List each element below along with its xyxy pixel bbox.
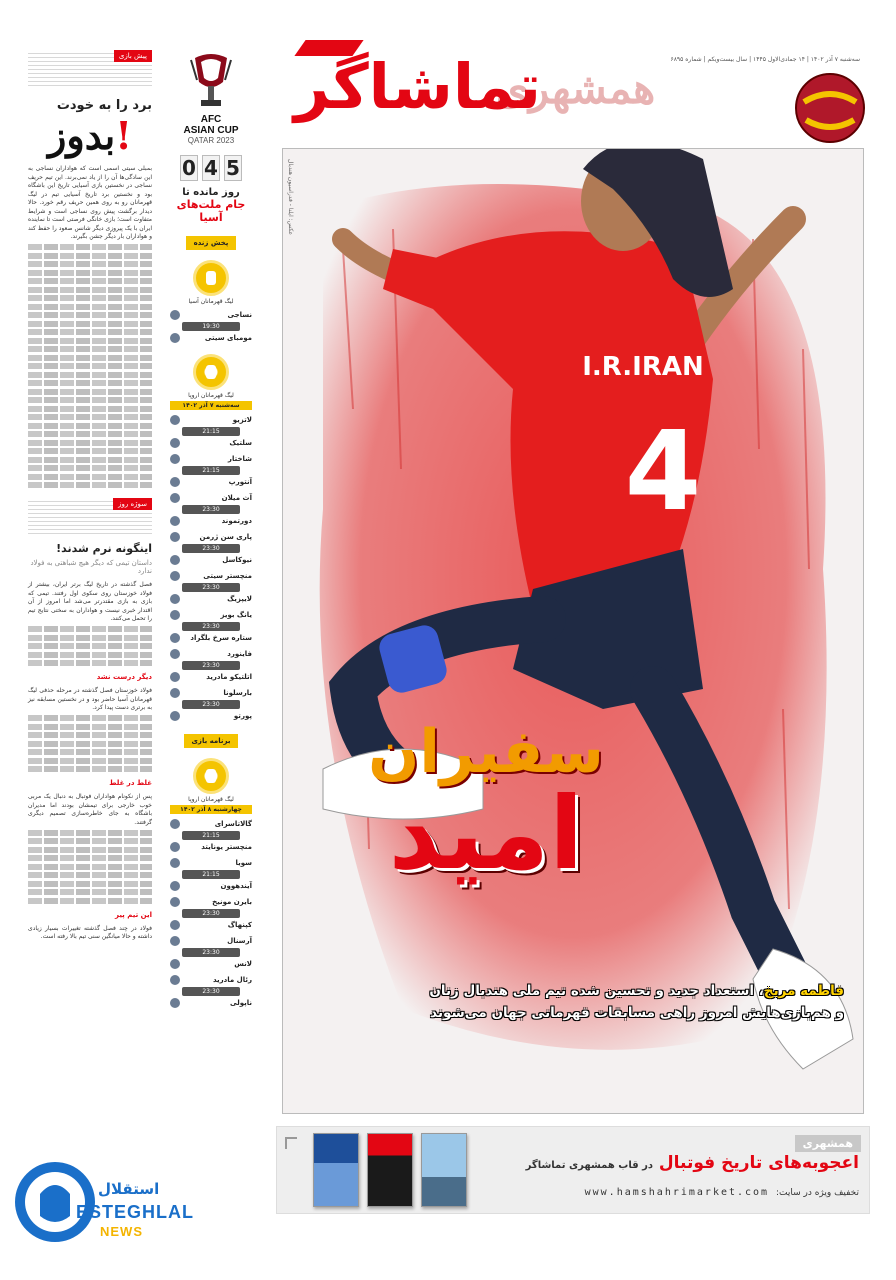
article-kicker: برد را به خودت bbox=[56, 98, 152, 113]
competition-label: لیگ قهرمانان اروپا bbox=[188, 796, 234, 803]
team-home: بایرن مونیخ bbox=[170, 896, 252, 908]
match bbox=[170, 687, 252, 722]
headline-line1: سفیران bbox=[368, 717, 604, 787]
team-home: سویا bbox=[170, 857, 252, 869]
club-crest-icon bbox=[170, 897, 180, 907]
article-body-continued bbox=[28, 244, 152, 488]
match bbox=[170, 609, 252, 644]
club-crest-icon bbox=[170, 333, 180, 343]
club-crest-icon bbox=[170, 633, 180, 643]
watermark-text-en: ESTEGHLAL bbox=[76, 1202, 195, 1222]
section-tab bbox=[28, 498, 152, 534]
club-crest-icon bbox=[170, 610, 180, 620]
article-body: بمبلی سیتی اسمی است که هواداران نساجی به این سادگی‌ها آن را از یاد نمی‌برند. این تیم حریف نساجی در نخستین بازی آسیایی تاریخ این باشگاه بود و نخستین برد تاریخ آسیایی تیم در لیگ قهرمانان رو به روی همین حریف رقم خورد. حالا دیدار برگشت پیش روی نساجی است و شرایط متفاوت است؛ بازی خانگی فرصتی است تا نماینده ایران با یک پیروزی دیگر شانس صعود را حفظ کند و هواداران بار دیگر جشن بگیرند. bbox=[28, 165, 152, 240]
team-home: لاتزیو bbox=[170, 414, 252, 426]
section-label: سوژه روز bbox=[113, 498, 152, 510]
match bbox=[170, 492, 252, 527]
front-cover bbox=[276, 50, 870, 1116]
section-tab bbox=[28, 50, 152, 86]
article2-subhead: این تیم پیر bbox=[114, 910, 152, 919]
club-crest-icon bbox=[170, 454, 180, 464]
competition-label: لیگ قهرمانان اروپا bbox=[188, 392, 234, 399]
team-away: پورتو bbox=[170, 710, 252, 722]
match-time: 23:30 bbox=[182, 622, 240, 631]
program-tag: برنامه بازی bbox=[184, 734, 239, 748]
club-crest-icon bbox=[170, 594, 180, 604]
handball-icon bbox=[794, 72, 866, 144]
match bbox=[170, 531, 252, 566]
ad-title bbox=[526, 1153, 859, 1173]
team-away: مومبای سیتی bbox=[170, 332, 252, 344]
match-time: 23:30 bbox=[182, 661, 240, 670]
team-away: نیوکاسل bbox=[170, 554, 252, 566]
team-home: آرسنال bbox=[170, 935, 252, 947]
watermark-text-fa: استقلال bbox=[98, 1180, 160, 1198]
deck-text: و هم‌بازی‌هایش امروز راهی مسابقات قهرمانی جهان می‌شوند bbox=[430, 1005, 844, 1021]
cup-name-fa: جام ملت‌های آسیا bbox=[176, 198, 246, 224]
match bbox=[170, 857, 252, 892]
headline-exclaim: ! bbox=[115, 113, 132, 158]
countdown bbox=[170, 155, 252, 181]
article-headline bbox=[28, 113, 152, 159]
match bbox=[170, 453, 252, 488]
match-time: 23:30 bbox=[182, 987, 240, 996]
team-away: لایپزیگ bbox=[170, 593, 252, 605]
club-crest-icon bbox=[170, 858, 180, 868]
book-cover bbox=[313, 1133, 359, 1207]
match bbox=[170, 570, 252, 605]
team-away: لانس bbox=[170, 958, 252, 970]
deck-text: ، استعداد جدید و تحسین شده تیم ملی هندبال زنان bbox=[429, 983, 764, 999]
club-crest-icon bbox=[170, 415, 180, 425]
match bbox=[170, 309, 252, 344]
club-crest-icon bbox=[170, 842, 180, 852]
cover-deck bbox=[284, 980, 844, 1024]
team-away: آنتورپ bbox=[170, 476, 252, 488]
club-crest-icon bbox=[170, 532, 180, 542]
team-home: بارسلونا bbox=[170, 687, 252, 699]
team-away: دورتموند bbox=[170, 515, 252, 527]
match-schedule-column bbox=[170, 52, 252, 1232]
match bbox=[170, 935, 252, 970]
team-away: کپنهاگ bbox=[170, 919, 252, 931]
watermark bbox=[6, 1150, 195, 1260]
cup-subtitle: QATAR 2023 bbox=[187, 136, 235, 145]
countdown-digit: 5 bbox=[224, 155, 242, 181]
days-left-label: روز مانده تا bbox=[182, 187, 240, 198]
live-tag: پخش زنده bbox=[186, 236, 237, 250]
team-home: گالاتاسرای bbox=[170, 818, 252, 830]
match bbox=[170, 974, 252, 1009]
ad-discount: تخفیف ویژه در سایت: bbox=[775, 1188, 859, 1198]
match-time: 19:30 bbox=[182, 322, 240, 331]
article2-lead: داستان تیمی که دیگر هیچ شباهتی به فولاد ندارد bbox=[30, 559, 152, 575]
competition-label: لیگ قهرمانان آسیا bbox=[188, 298, 234, 305]
ucl-tuesday-matches bbox=[170, 414, 252, 722]
match-date: چهارشنبه ۸ آذر ۱۴۰۲ bbox=[170, 805, 252, 814]
team-home: نساجی bbox=[170, 309, 252, 321]
match bbox=[170, 414, 252, 449]
cup-title: AFC ASIAN CUP bbox=[183, 114, 239, 136]
team-home: رئال مادرید bbox=[170, 974, 252, 986]
team-away: منچستر یونایتد bbox=[170, 841, 252, 853]
match-date: سه‌شنبه ۷ آذر ۱۴۰۲ bbox=[170, 401, 252, 410]
section-label: پیش بازی bbox=[114, 50, 152, 62]
headline-text: بدوز bbox=[48, 113, 116, 158]
advertisement[interactable] bbox=[276, 1126, 870, 1214]
team-away: ستاره سرخ بلگراد bbox=[170, 632, 252, 644]
club-crest-icon bbox=[170, 998, 180, 1008]
ad-corner-mark bbox=[285, 1137, 297, 1149]
ucl-badge bbox=[193, 758, 229, 794]
article2-headline: اینگونه نرم شدند! bbox=[56, 542, 152, 555]
masthead bbox=[276, 50, 870, 140]
club-crest-icon bbox=[170, 881, 180, 891]
countdown-digit: 0 bbox=[180, 155, 198, 181]
match-time: 23:30 bbox=[182, 948, 240, 957]
club-crest-icon bbox=[170, 649, 180, 659]
match-time: 23:30 bbox=[182, 583, 240, 592]
match-time: 23:30 bbox=[182, 909, 240, 918]
team-away: اتلتیکو مادرید bbox=[170, 671, 252, 683]
match bbox=[170, 818, 252, 853]
club-crest-icon bbox=[170, 477, 180, 487]
team-away: سلتیک bbox=[170, 437, 252, 449]
article2-subhead: غلط در غلط bbox=[109, 779, 152, 787]
club-crest-icon bbox=[170, 516, 180, 526]
photo-credit: عکس: ایلنا - فدراسیون هندبال bbox=[287, 159, 294, 236]
ad-url-link[interactable]: www.hamshahrimarket.com bbox=[584, 1187, 770, 1198]
issue-date-line: سه‌شنبه ۷ آذر ۱۴۰۲ | ۱۴ جمادی‌الاول ۱۴۴۵ | سال بیست‌ویکم | شماره ۶۸۹۵ bbox=[670, 56, 860, 63]
match bbox=[170, 648, 252, 683]
cover-photo bbox=[282, 148, 864, 1114]
section2 bbox=[28, 498, 152, 942]
ucl-wednesday-matches bbox=[170, 818, 252, 1009]
book-cover bbox=[367, 1133, 413, 1207]
article2-body: فصل گذشته در تاریخ لیگ برتر ایران، بیشتر از فولاد خوزستان روی سکوی اول رفتند. تیمی که بازی به بازی مقتدرتر می‌شد اما امروز از آن اقتدار خبری نیست و هواداران به سختی نتایج تیم را تحمل می‌کنند. bbox=[28, 581, 152, 622]
article2-sub-body: پس از نکونام هواداران فوتبال به دنبال یک مربی خوب خارجی برای تیمشان بودند اما مدیران باشگاه به جای خاطره‌سازی تصمیم دیگری گرفتند. bbox=[28, 793, 152, 826]
team-home: پاری سن ژرمن bbox=[170, 531, 252, 543]
team-away: آیندهوون bbox=[170, 880, 252, 892]
article2-sub-body: فولاد خوزستان فصل گذشته در مرحله حذفی لیگ قهرمانان آسیا حاضر بود و در نخستین مسابقه نیز به برتری دست پیدا کرد. bbox=[28, 687, 152, 711]
brand-tamashagar: تماشاگر bbox=[294, 50, 542, 123]
team-home: منچستر سیتی bbox=[170, 570, 252, 582]
match-time: 21:15 bbox=[182, 427, 240, 436]
ad-url-row bbox=[585, 1187, 859, 1198]
ucl-badge bbox=[193, 354, 229, 390]
ad-title-suffix: در قاب همشهری تماشاگر bbox=[525, 1160, 653, 1171]
match-time: 21:15 bbox=[182, 870, 240, 879]
club-crest-icon bbox=[170, 310, 180, 320]
watermark-news: NEWS bbox=[100, 1224, 143, 1239]
club-crest-icon bbox=[170, 711, 180, 721]
club-crest-icon bbox=[170, 571, 180, 581]
ad-brand: همشهری bbox=[795, 1135, 861, 1152]
match-time: 21:15 bbox=[182, 831, 240, 840]
handball-player-illustration bbox=[283, 149, 864, 1114]
jersey-text: I.R.IRAN bbox=[582, 352, 704, 382]
jersey-number: 4 bbox=[624, 407, 702, 535]
match-time: 23:30 bbox=[182, 505, 240, 514]
club-crest-icon bbox=[170, 688, 180, 698]
countdown-digit: 4 bbox=[202, 155, 220, 181]
brand-hamshahri: همشهری bbox=[496, 64, 656, 113]
team-home: فاینورد bbox=[170, 648, 252, 660]
book-cover bbox=[421, 1133, 467, 1207]
ad-title-main: اعجوبه‌های تاریخ فوتبال bbox=[658, 1153, 859, 1173]
match-time: 21:15 bbox=[182, 466, 240, 475]
team-home: شاختار bbox=[170, 453, 252, 465]
asian-cup-logo bbox=[183, 52, 239, 114]
club-crest-icon bbox=[170, 936, 180, 946]
article2-sub-body: فولاد در چند فصل گذشته تغییرات بسیار زیادی داشته و حالا میانگین سنی تیم بالا رفته است. bbox=[28, 924, 152, 940]
club-crest-icon bbox=[170, 555, 180, 565]
ad-book-covers bbox=[313, 1133, 467, 1207]
club-crest-icon bbox=[170, 920, 180, 930]
match bbox=[170, 896, 252, 931]
deck-highlight: فاطمه مریخ bbox=[763, 983, 844, 999]
club-crest-icon bbox=[170, 438, 180, 448]
left-text-column bbox=[28, 50, 152, 1230]
club-crest-icon bbox=[170, 672, 180, 682]
match-time: 23:30 bbox=[182, 544, 240, 553]
team-home: یانگ بویز bbox=[170, 609, 252, 621]
team-home: آث میلان bbox=[170, 492, 252, 504]
afc-champions-league-badge bbox=[193, 260, 229, 296]
article2-subhead: دیگر درست نشد bbox=[96, 673, 152, 681]
club-crest-icon bbox=[170, 493, 180, 503]
trophy-icon bbox=[183, 52, 239, 114]
team-away: ناپولی bbox=[170, 997, 252, 1009]
club-crest-icon bbox=[170, 959, 180, 969]
club-crest-icon bbox=[170, 819, 180, 829]
club-crest-icon bbox=[170, 975, 180, 985]
match-time: 23:30 bbox=[182, 700, 240, 709]
headline-line2: امید bbox=[388, 775, 584, 892]
cover-headline bbox=[296, 717, 676, 892]
